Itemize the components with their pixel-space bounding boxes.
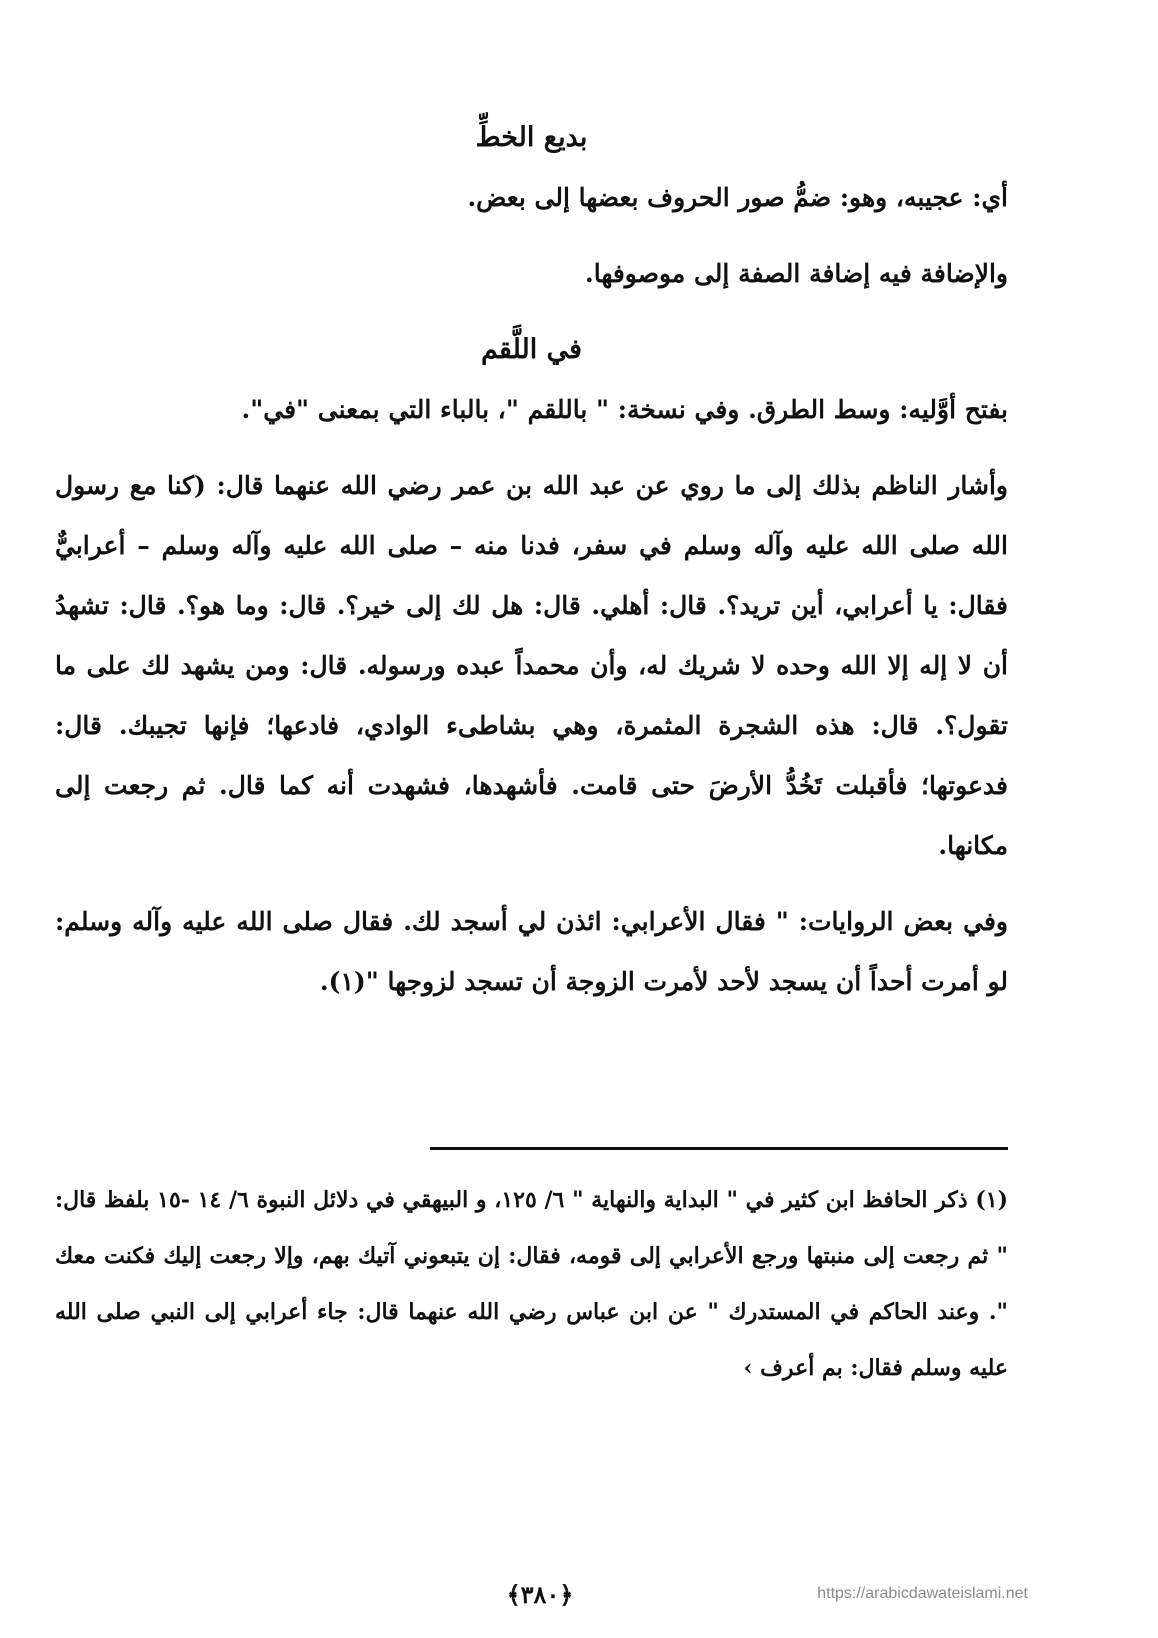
footnote-1: (١) ذكر الحافظ ابن كثير في " البداية والنهاية " ٦/ ١٢٥، و البيهقي في دلائل النبوة ٦/ ١٤ -١٥ بلفظ قال: " ثم رجعت إلى منبتها ورجع الأعرابي إلى قومه، فقال: إن يتبعوني آتيك بهم، وإلا رجعت إليك فكنت معك ". وعند الحاكم في المستدرك " عن ابن عباس رضي الله عنهما قال: جاء أعرابي إلى النبي صلى الله عليه وسلم فقال: بم أعرف ›: [55, 1187, 1008, 1381]
watermark-url: https://arabicdawateislami.net: [817, 1585, 1028, 1602]
paragraph-hadith-narration: وأشار الناظم بذلك إلى ما روي عن عبد الله بن عمر رضي الله عنهما قال: (كنا مع رسول الله صلى الله عليه وآله وسلم في سفر، فدنا منه – صلى الله عليه وآله وسلم – أعرابيٌّ فقال: يا أعرابي، أين تريد؟. قال: أهلي. قال: هل لك إلى خير؟. قال: وما هو؟. قال: تشهدُ أن لا إله إلا الله وحده لا شريك له، وأن محمداً عبده ورسوله. قال: ومن يشهد لك على ما تقول؟. قال: هذه الشجرة المثمرة، وهي بشاطىء الوادي، فادعها؛ فإنها تجيبك. قال: فدعوتها؛ فأقبلت تَخُدُّ الأرضَ حتى قامت. فأشهدها، فشهدت أنه كما قال. ثم رجعت إلى مكانها.: [55, 471, 1009, 860]
page-number: ﴿٣٨٠﴾: [506, 1580, 574, 1609]
section-heading-fi-al-laqam: في اللَّقم: [480, 334, 583, 365]
paragraph-laqam-definition: بفتح أوَّليه: وسط الطرق. وفي نسخة: " باللقم "، بالباء التي بمعنى "في".: [241, 395, 1008, 424]
paragraph-other-narrations: وفي بعض الروايات: " فقال الأعرابي: ائذن لي أسجد لك. فقال صلى الله عليه وآله وسلم: لو أمرت أحداً أن يسجد لأحد لأمرت الزوجة أن تسجد لزوجها "(١).: [55, 907, 1008, 996]
footnotes: [55, 1172, 1008, 1396]
main-text: [55, 108, 1008, 1022]
paragraph-definition: أي: عجيبه، وهو: ضمُّ صور الحروف بعضها إلى بعض.: [467, 183, 1008, 212]
section-heading-badi-al-khatt: بديع الخطِّ: [475, 122, 588, 153]
footnote-separator: [430, 1147, 1008, 1150]
paragraph-idafa: والإضافة فيه إضافة الصفة إلى موصوفها.: [585, 259, 1008, 288]
